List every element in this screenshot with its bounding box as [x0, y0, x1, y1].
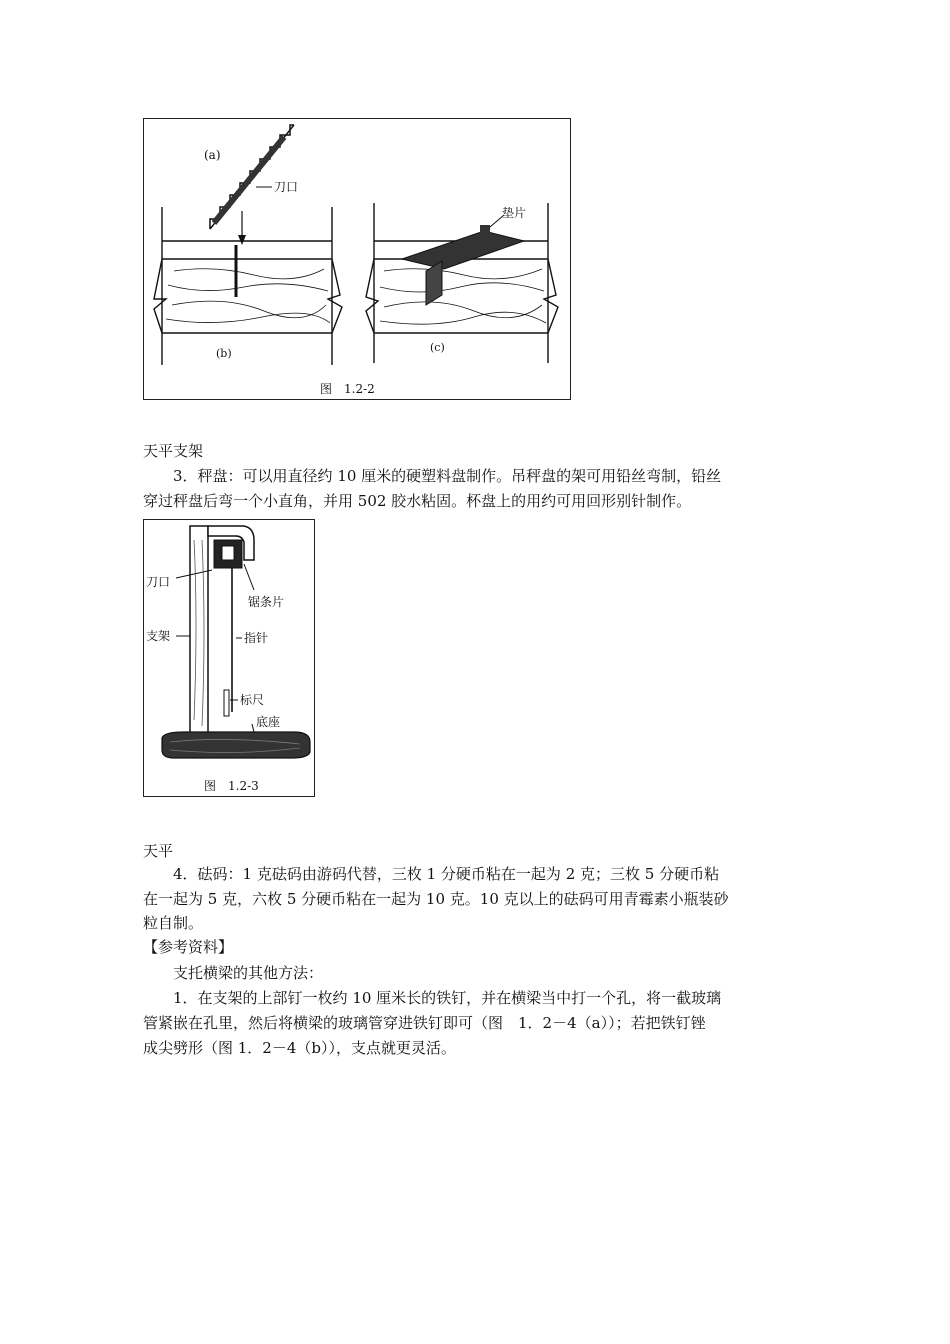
figure-1-2-3-drawing — [144, 520, 314, 796]
shim-block — [480, 225, 490, 239]
label-pointer: 指针 — [244, 631, 269, 645]
label-scale: 标尺 — [240, 693, 265, 707]
wood-block-c — [366, 203, 558, 363]
label-base: 底座 — [256, 715, 281, 729]
figure-1-2-2-caption: 图 1.2-2 — [320, 382, 375, 396]
para4-line1: 4．砝码：1 克砝码由游码代替，三枚 1 分硬币粘在一起为 2 克；三枚 5 分硬币粘 — [173, 865, 720, 883]
label-blade: 刀口 — [146, 575, 171, 589]
para4-line2: 在一起为 5 克，六枚 5 分硬币粘在一起为 10 克。10 克以上的砝码可用青霉素小瓶装砂 — [143, 890, 729, 908]
blade-slot — [222, 546, 234, 560]
figure-1-2-2-drawing — [144, 119, 570, 399]
para3-line2: 穿过秤盘后弯一个小直角，并用 502 胶水粘固。杯盘上的用约可用回形别针制作。 — [143, 492, 692, 510]
label-c: (c) — [430, 341, 445, 354]
label-stand: 支架 — [146, 629, 171, 643]
wood-block-b — [154, 207, 342, 365]
para4-line3: 粒自制。 — [143, 914, 204, 932]
shim-plate — [402, 231, 524, 269]
ref-para1-line1: 1．在支架的上部钉一枚约 10 厘米长的铁钉，并在横梁当中打一个孔，将一截玻璃 — [173, 989, 722, 1007]
reference-intro: 支托横梁的其他方法： — [173, 964, 324, 982]
saw-leader — [244, 564, 254, 590]
base-leader — [252, 724, 254, 732]
para3-line1: 3．秤盘：可以用直径约 10 厘米的硬塑料盘制作。吊秤盘的架可用铅丝弯制，铅丝 — [173, 467, 722, 485]
shim-label: 垫片 — [502, 206, 527, 220]
blade-label: 刀口 — [274, 180, 299, 194]
blade-c — [426, 261, 442, 305]
saw-blade-a — [210, 125, 294, 229]
label-saw-strip: 锯条片 — [248, 595, 285, 609]
ref-para1-line3: 成尖劈形（图 1．2－4（b）），支点就更灵活。 — [143, 1039, 457, 1057]
figure-1-2-2 — [143, 118, 571, 400]
figure-1-2-3-caption: 图 1.2-3 — [204, 779, 259, 793]
section-title-balance: 天平 — [143, 842, 174, 860]
reference-title: 【参考资料】 — [143, 938, 234, 956]
base — [162, 732, 310, 758]
label-b: (b) — [216, 347, 232, 360]
section-title-balance-stand: 天平支架 — [143, 442, 204, 460]
ref-para1-line2: 管紧嵌在孔里，然后将横梁的玻璃管穿进铁钉即可（图 1．2－4（a））；若把铁钉锉 — [143, 1014, 706, 1032]
stand-post — [190, 526, 208, 734]
label-a: (a) — [204, 148, 221, 162]
figure-1-2-3 — [143, 519, 315, 797]
scale-bar — [224, 690, 229, 716]
arrow-head — [238, 235, 246, 245]
